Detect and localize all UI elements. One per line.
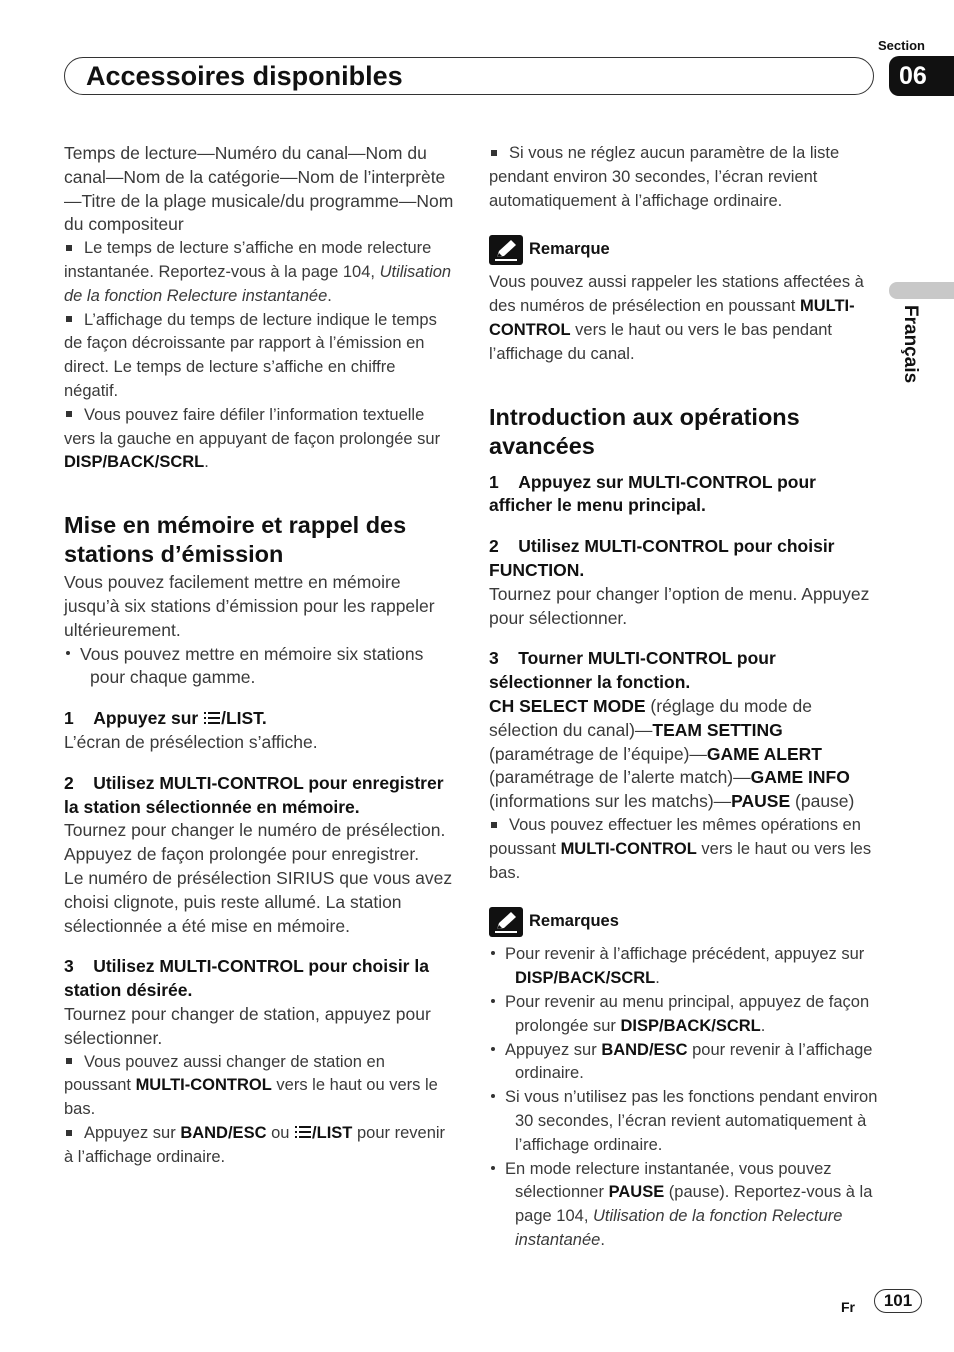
remarque-item: Appuyez sur BAND/ESC pour revenir à l’affichage ordinaire.: [489, 1039, 879, 1087]
step-1-text: L’écran de présélection s’affiche.: [64, 731, 318, 752]
step-2-text: Le numéro de présélection SIRIUS que vous avez choisi clignote, puis reste allumé. La station sélectionnée a été mise en mémoire.: [64, 867, 453, 936]
step-2-text: Tournez pour changer le numéro de présélection. Appuyez de façon prolongée pour enregistrer.: [64, 820, 446, 865]
section-number-badge: 06: [889, 56, 954, 96]
reference-link[interactable]: Utilisation de la fonction Relecture instantanée: [515, 1207, 843, 1249]
page-number: 101: [874, 1289, 922, 1313]
intro-paragraph: Temps de lecture—Numéro du canal—Nom du canal—Nom de la catégorie—Nom de l’interprète—Titre de la plage musicale/du programme—Nom du compositeur: [64, 143, 454, 235]
note-list-item: Vous pouvez effectuer les mêmes opérations en poussant MULTI-CONTROL vers le haut ou vers les bas.: [489, 815, 872, 882]
right-column: [489, 142, 879, 1253]
step-3-title: 3 Tourner MULTI-CONTROL pour sélectionner la fonction.: [489, 648, 776, 693]
step-1-title: 1 Appuyez sur MULTI-CONTROL pour afficher le menu principal.: [489, 471, 816, 516]
square-bullet-icon: [491, 822, 497, 828]
bullet-icon: [66, 651, 70, 655]
square-bullet-icon: [66, 1058, 72, 1064]
note-list-item: L’affichage du temps de lecture indique le temps de façon décroissante par rapport à l’émission en direct. Le temps de lecture s’affiche en chiffre négatif.: [64, 310, 437, 400]
remarque-header: Remarque: [489, 235, 879, 265]
list-icon: [203, 710, 221, 726]
square-bullet-icon: [66, 245, 72, 251]
note-list-item: Appuyez sur BAND/ESC ou /LIST pour revenir à l’affichage ordinaire.: [64, 1123, 446, 1166]
step-2-title: 2 Utilisez MULTI-CONTROL pour choisir FUNCTION.: [489, 536, 835, 580]
step-3-text: Tournez pour changer de station, appuyez pour sélectionner.: [64, 1003, 431, 1048]
remarque-text: Vous pouvez aussi rappeler les stations affectées à des numéros de présélection en poussant MULTI-CONTROL vers le haut ou vers le bas pendant l’affichage du canal.: [489, 273, 864, 363]
remarque-item: Si vous n’utilisez pas les fonctions pendant environ 30 secondes, l’écran revient automatiquement à l’affichage ordinaire.: [489, 1086, 879, 1157]
note-pencil-icon: [489, 235, 523, 265]
bullet-icon: [491, 1094, 495, 1098]
list-icon: [294, 1124, 312, 1140]
note-list-item: Vous pouvez aussi changer de station en poussant MULTI-CONTROL vers le haut ou vers le bas.: [64, 1052, 438, 1119]
bullet-icon: [491, 951, 495, 955]
step-2-title: 2 Utilisez MULTI-CONTROL pour enregistrer la station sélectionnée en mémoire.: [64, 772, 444, 817]
left-column: [64, 142, 454, 1169]
reference-link[interactable]: Utilisation de la fonction Relecture instantanée: [64, 262, 452, 305]
bullet-icon: [491, 1166, 495, 1170]
list-item: Vous pouvez mettre en mémoire six stations pour chaque gamme.: [64, 643, 454, 691]
note-pencil-icon: [489, 907, 523, 937]
remarque-item: En mode relecture instantanée, vous pouvez sélectionner PAUSE (pause). Reportez-vous à la page 104, Utilisation de la fonction Relecture instantanée.: [489, 1158, 879, 1253]
note-list-item: Vous pouvez faire défiler l’information textuelle vers la gauche en appuyant de façon prolongée sur DISP/BACK/SCRL.: [64, 405, 441, 472]
square-bullet-icon: [491, 150, 497, 156]
square-bullet-icon: [66, 411, 72, 417]
bullet-icon: [491, 1047, 495, 1051]
remarque-item: Pour revenir à l’affichage précédent, appuyez sur DISP/BACK/SCRL.: [489, 943, 879, 991]
heading-memory: Mise en mémoire et rappel des stations d’émission: [64, 512, 407, 568]
square-bullet-icon: [66, 316, 72, 322]
note-list-item: Le temps de lecture s’affiche en mode relecture instantanée. Reportez-vous à la page 104, Utilisation de la fonction Relecture instantanée.: [64, 239, 452, 305]
note-list-item: Si vous ne réglez aucun paramètre de la liste pendant environ 30 secondes, l’écran revient automatiquement à l’affichage ordinaire.: [489, 144, 840, 210]
remarques-header: Remarques: [489, 907, 879, 937]
language-tab: [889, 282, 954, 299]
language-label: Français: [900, 305, 921, 384]
heading-advanced: Introduction aux opérations avancées: [489, 403, 800, 459]
memory-intro: Vous pouvez facilement mettre en mémoire jusqu’à six stations d’émission pour les rappeler ultérieurement.: [64, 572, 435, 640]
page-title: Accessoires disponibles: [86, 61, 403, 91]
step-2-text: Tournez pour changer l’option de menu. Appuyez pour sélectionner.: [489, 583, 870, 628]
square-bullet-icon: [66, 1130, 72, 1136]
step-1-title: 1 Appuyez sur /LIST.: [64, 708, 267, 729]
step-3-title: 3 Utilisez MULTI-CONTROL pour choisir la station désirée.: [64, 956, 429, 1001]
remarque-item: Pour revenir au menu principal, appuyez de façon prolongée sur DISP/BACK/SCRL.: [489, 991, 879, 1039]
bullet-icon: [491, 999, 495, 1003]
function-list: CH SELECT MODE (réglage du mode de sélection du canal)—TEAM SETTING (paramétrage de l’équipe)—GAME ALERT (paramétrage de l’alerte match)—GAME INFO (informations sur les matchs)—PAUSE (pause): [489, 695, 855, 812]
section-label: Section: [878, 38, 925, 53]
footer-language-code: Fr: [841, 1299, 855, 1315]
